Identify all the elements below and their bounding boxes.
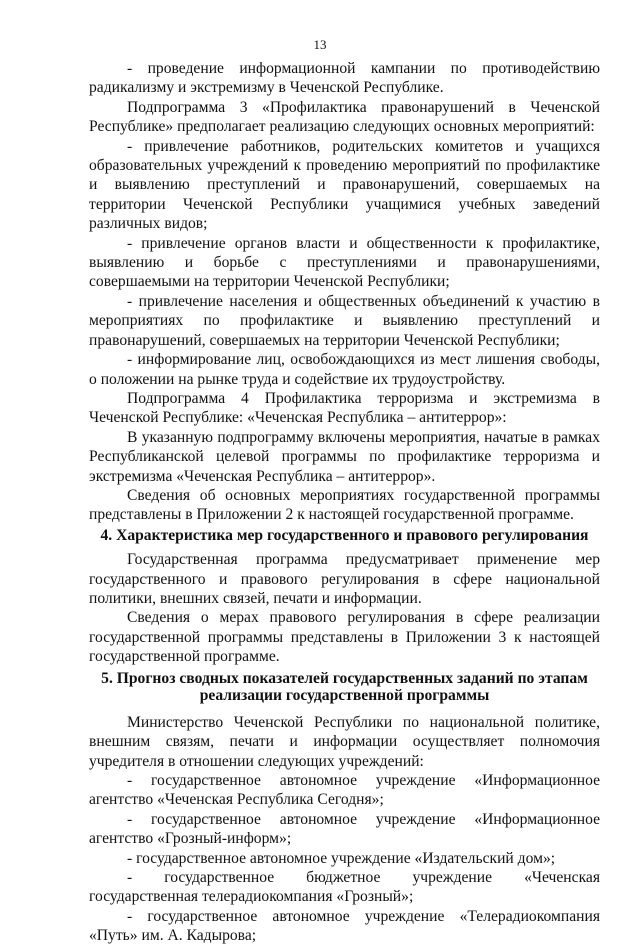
body-paragraph: Министерство Чеченской Республики по национальной политике, внешним связям, печати и информации осуществляет полномочия учредителя в отношении следующих учреждений: bbox=[89, 713, 600, 770]
page-number: 13 bbox=[313, 37, 327, 52]
body-paragraph: Государственная программа предусматривает применение мер государственного и правового регулирования в сфере национальной политики, внешних связей, печати и информации. bbox=[89, 551, 600, 608]
body-paragraph: В указанную подпрограмму включены мероприятия, начатые в рамках Республиканской целевой программы по профилактике терроризма и экстремизма «Чеченская Республика – антитеррор». bbox=[89, 428, 600, 485]
bullet-paragraph: - государственное автономное учреждение «Издательский дом»; bbox=[127, 849, 556, 867]
bullet-paragraph: - государственное бюджетное учреждение «Чеченская государственная телерадиокомпания «Грозный»; bbox=[89, 868, 600, 906]
bullet-paragraph: - государственное автономное учреждение «Телерадиокомпания «Путь» им. А. Кадырова; bbox=[89, 907, 600, 945]
body-paragraph: Сведения о мерах правового регулирования в сфере реализации государственной программы представлены в Приложении 3 к настоящей государственной программе. bbox=[89, 609, 600, 666]
bullet-paragraph: - проведение информационной кампании по противодействию радикализму и экстремизму в Чеченской Республике. bbox=[89, 60, 600, 97]
subprogram-3-intro: Подпрограмма 3 «Профилактика правонарушений в Чеченской Республике» предполагает реализацию следующих основных мероприятий: bbox=[89, 98, 600, 136]
bullet-paragraph: - привлечение органов власти и общественности к профилактике, выявлению и борьбе с преступлениями и правонарушениями, совершаемыми на территории Чеченской Республики; bbox=[89, 234, 600, 291]
bullet-paragraph: - информирование лиц, освобождающихся из мест лишения свободы, о положении на рынке труда и содействие их трудоустройству. bbox=[89, 351, 600, 388]
bullet-paragraph: - привлечение работников, родительских комитетов и учащихся образовательных учреждений к проведению мероприятий по профилактике и выявлению преступлений и правонарушений, совершаемых на территории Чеченской Республики учащимися учебных заведений различных видов; bbox=[89, 137, 600, 233]
document-body bbox=[89, 59, 600, 946]
bullet-paragraph: - государственное автономное учреждение «Информационное агентство «Грозный-информ»; bbox=[89, 810, 600, 848]
section-5-heading: 5. Прогноз сводных показателей государственных заданий по этапам реализации государственной программы bbox=[101, 669, 588, 705]
subprogram-4-intro: Подпрограмма 4 Профилактика терроризма и экстремизма в Чеченской Республике: «Чеченская Республика – антитеррор»: bbox=[89, 389, 600, 427]
bullet-paragraph: - привлечение населения и общественных объединений к участию в мероприятиях по профилактике и выявлению преступлений и правонарушений, совершаемых на территории Чеченской Республики; bbox=[89, 292, 600, 349]
bullet-paragraph: - государственное автономное учреждение «Информационное агентство «Чеченская Республика Сегодня»; bbox=[89, 771, 600, 809]
body-paragraph: Сведения об основных мероприятиях государственной программы представлены в Приложении 2 к настоящей государственной программе. bbox=[89, 486, 600, 524]
section-4-heading: 4. Характеристика мер государственного и правового регулирования bbox=[100, 526, 589, 544]
